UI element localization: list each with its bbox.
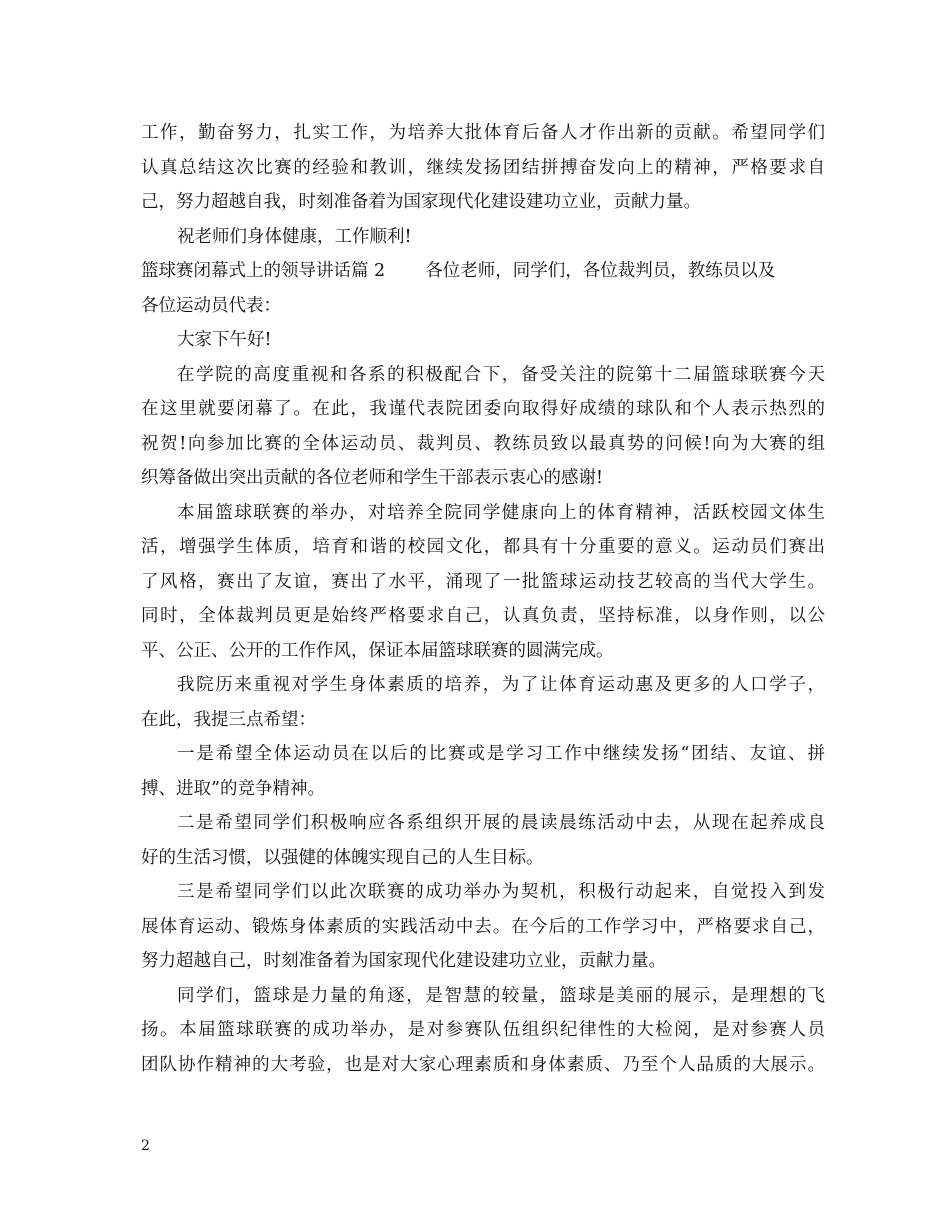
body-line: 二是希望同学们积极响应各系组织开展的晨读晨练活动中去，从现在起养成良 — [177, 813, 825, 833]
body-line: 在此，我提三点希望： — [141, 709, 316, 730]
body-line: 扬。本届篮球联赛的成功举办，是对参赛队伍组织纪律性的大检阅，是对参赛人员 — [141, 1020, 825, 1040]
body-line: 同时，全体裁判员更是始终严格要求自己，认真负责，坚持标准，以身作则，以公 — [141, 606, 825, 626]
closing-wish: 祝老师们身体健康，工作顺利! — [177, 226, 412, 247]
greeting: 大家下午好! — [177, 330, 272, 350]
body-line: 工作，勤奋努力，扎实工作，为培养大批体育后备人才作出新的贡献。希望同学们 — [141, 123, 825, 143]
section-heading-title: 篮球赛闭幕式上的领导讲话篇 2 — [141, 261, 386, 281]
body-line: 平、公正、公开的工作作风，保证本届篮球联赛的圆满完成。 — [141, 640, 614, 661]
body-line: 搏、进取”的竞争精神。 — [141, 778, 325, 799]
body-line: 织筹备做出突出贡献的各位老师和学生干部表示衷心的感谢! — [141, 468, 604, 488]
salutation-text: 各位老师，同学们，各位裁判员，教练员以及 — [425, 261, 776, 281]
body-line: 努力超越自己，时刻准备着为国家现代化建设建功立业，贡献力量。 — [141, 951, 666, 971]
page-number: 2 — [141, 1138, 150, 1154]
body-line: 祝贺!向参加比赛的全体运动员、裁判员、教练员致以最真势的问候!向为大赛的组 — [141, 433, 825, 454]
body-line: 认真总结这次比赛的经验和教训，继续发扬团结拼搏奋发向上的精神，严格要求自 — [141, 157, 825, 178]
body-line: 本届篮球联赛的举办，对培养全院同学健康向上的体育精神，活跃校园文体生 — [177, 502, 825, 523]
body-line: 了风格，赛出了友谊，赛出了水平，涌现了一批篮球运动技艺较高的当代大学生。 — [141, 571, 825, 592]
body-line: 在学院的高度重视和各系的积极配合下，备受关注的院第十二届篮球联赛今天 — [177, 364, 825, 385]
body-line: 三是希望同学们以此次联赛的成功举办为契机，积极行动起来，自觉投入到发 — [177, 882, 825, 902]
section-heading-line — [141, 254, 825, 289]
body-line: 活，增强学生体质，培育和谐的校园文化，都具有十分重要的意义。运动员们赛出 — [141, 537, 825, 557]
body-line: 己，努力超越自我，时刻准备着为国家现代化建设建功立业，贡献力量。 — [141, 192, 701, 212]
salutation-continuation: 各位运动员代表： — [141, 295, 281, 316]
body-line: 我院历来重视对学生身体素质的培养，为了让体育运动惠及更多的人口学子， — [177, 675, 825, 695]
body-line: 展体育运动、锻炼身体素质的实践活动中去。在今后的工作学习中，严格要求自己， — [141, 916, 825, 937]
body-line: 好的生活习惯，以强健的体魄实现自己的人生目标。 — [141, 847, 544, 868]
body-line: 在这里就要闭幕了。在此，我谨代表院团委向取得好成绩的球队和个人表示热烈的 — [141, 399, 825, 419]
document-page — [141, 116, 825, 1082]
body-line: 一是希望全体运动员在以后的比赛或是学习工作中继续发扬“团结、友谊、拼 — [177, 744, 825, 764]
body-line: 团队协作精神的大考验，也是对大家心理素质和身体素质、乃至个人品质的大展示。 — [141, 1054, 825, 1075]
body-line: 同学们，篮球是力量的角逐，是智慧的较量，篮球是美丽的展示，是理想的飞 — [177, 985, 825, 1006]
